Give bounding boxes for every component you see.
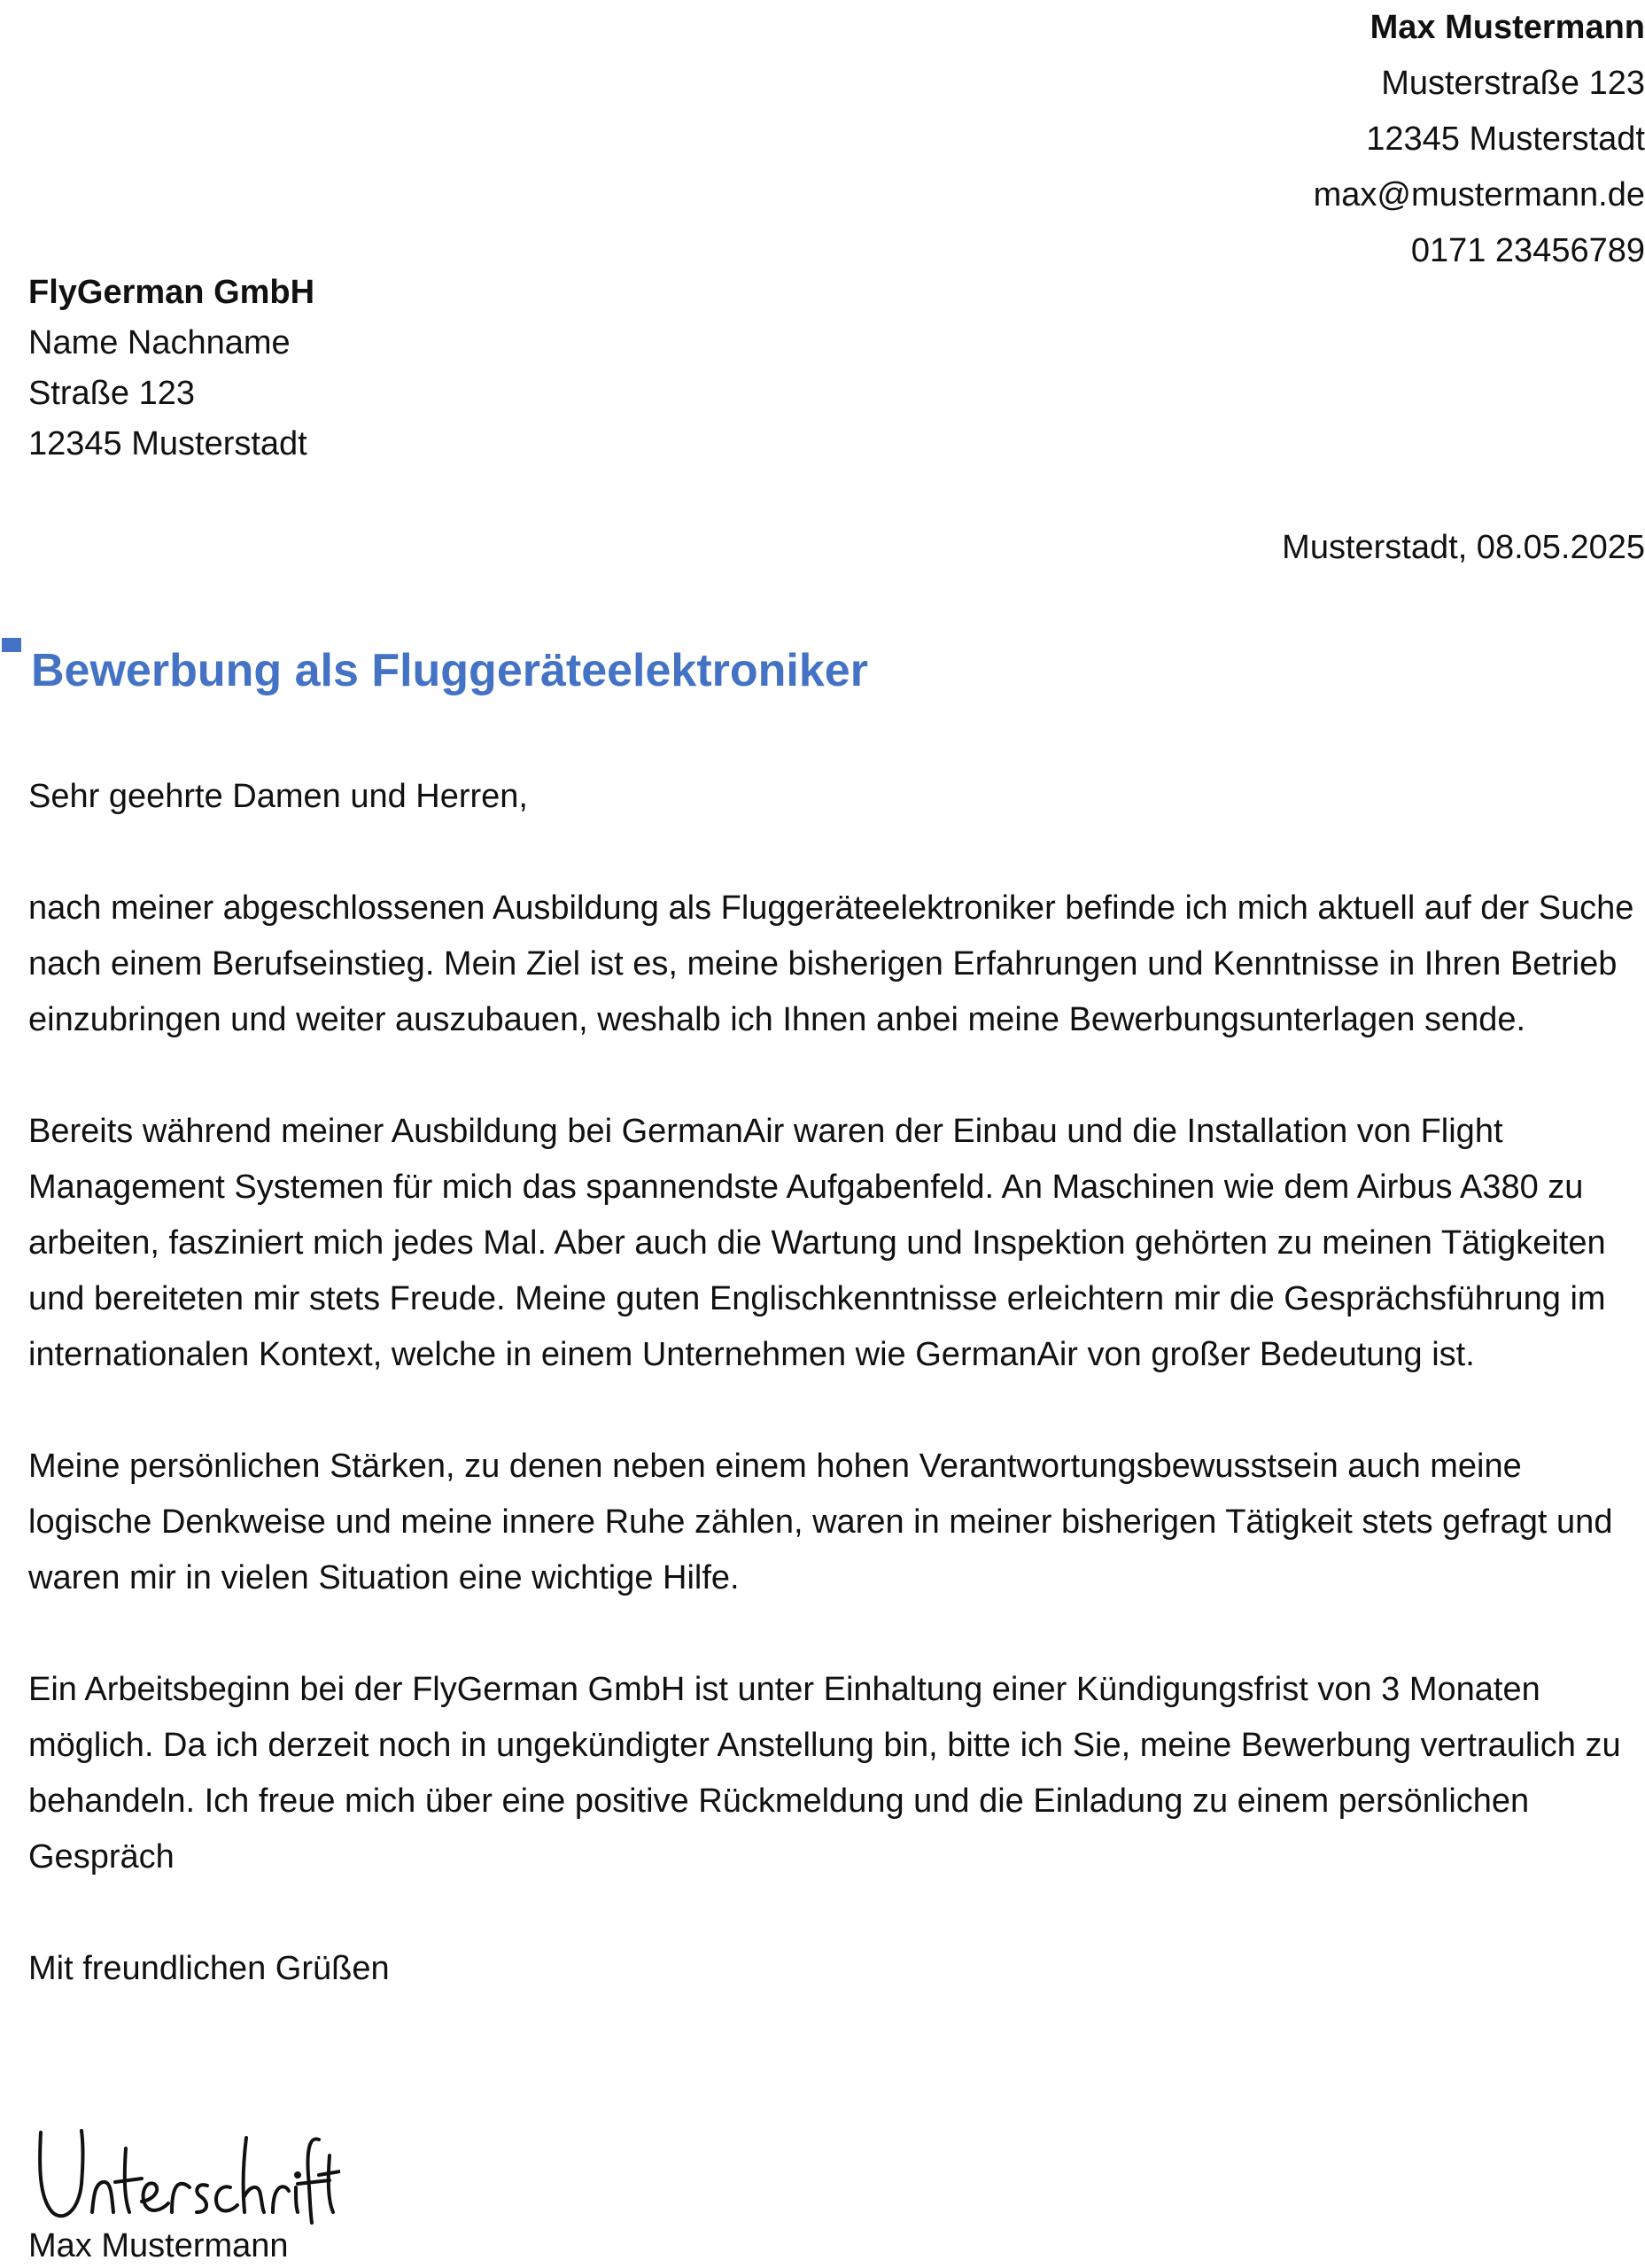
sender-street: Musterstraße 123 (1381, 65, 1645, 102)
signer-name: Max Mustermann (28, 2227, 289, 2264)
paragraph-intro: nach meiner abgeschlossenen Ausbildung als Fluggeräteelektroniker befinde ich mich aktuell auf der Suche nach einem Berufseinstieg. Mein Ziel ist es, meine bisherigen Erfahrungen und Kenntnisse in Ihren Betrieb einzubringen und weiter auszubauen, weshalb ich Ihnen anbei meine Bewerbungsunterlagen sende. (28, 889, 1634, 1038)
handwritten-signature (30, 2113, 340, 2237)
date-line: Musterstadt, 08.05.2025 (1282, 529, 1645, 566)
paragraph-experience: Bereits während meiner Ausbildung bei GermanAir waren der Einbau und die Installation von Flight Management Systemen für mich das spannendste Aufgabenfeld. An Maschinen wie dem Airbus A380 zu arbeiten, fasziniert mich jedes Mal. Aber auch die Wartung und Inspektion gehörten zu meinen Tätigkeiten und bereiteten mir stets Freude. Meine guten Englischkenntnisse erleichtern mir die Gesprächsführung im internationalen Kontext, welche in einem Unternehmen wie GermanAir von großer Bedeutung ist. (28, 1113, 1606, 1373)
paragraph-availability: Ein Arbeitsbeginn bei der FlyGerman GmbH ist unter Einhaltung einer Kündigungsfrist von 3 Monaten möglich. Da ich derzeit noch in ungekündigter Anstellung bin, bitte ich Sie, meine Bewerbung vertraulich zu behandeln. Ich freue mich über eine positive Rückmeldung und die Einladung zu einem persönlichen Gespräch (28, 1671, 1621, 1876)
letter-body (28, 769, 1645, 2053)
sender-city: 12345 Musterstadt (1366, 120, 1645, 158)
recipient-city: 12345 Musterstadt (28, 425, 307, 462)
subject-heading: Bewerbung als Fluggeräteelektroniker (31, 645, 868, 696)
sender-email: max@mustermann.de (1313, 176, 1645, 214)
recipient-street: Straße 123 (28, 375, 195, 412)
sender-phone: 0171 23456789 (1410, 232, 1645, 269)
sender-name: Max Mustermann (1370, 9, 1645, 46)
closing: Mit freundlichen Grüßen (28, 1950, 390, 1987)
recipient-contact: Name Nachname (28, 324, 291, 361)
sender-address (1314, 0, 1645, 279)
recipient-company: FlyGerman GmbH (28, 274, 315, 311)
subject-marker (2, 638, 21, 652)
paragraph-strengths: Meine persönlichen Stärken, zu denen neben einem hohen Verantwortungsbewusstsein auch meine logische Denkweise und meine innere Ruhe zählen, waren in meiner bisherigen Tätigkeit stets gefragt und waren mir in vielen Situation eine wichtige Hilfe. (28, 1448, 1613, 1596)
recipient-address (28, 268, 314, 470)
salutation: Sehr geehrte Damen und Herren, (28, 778, 528, 815)
